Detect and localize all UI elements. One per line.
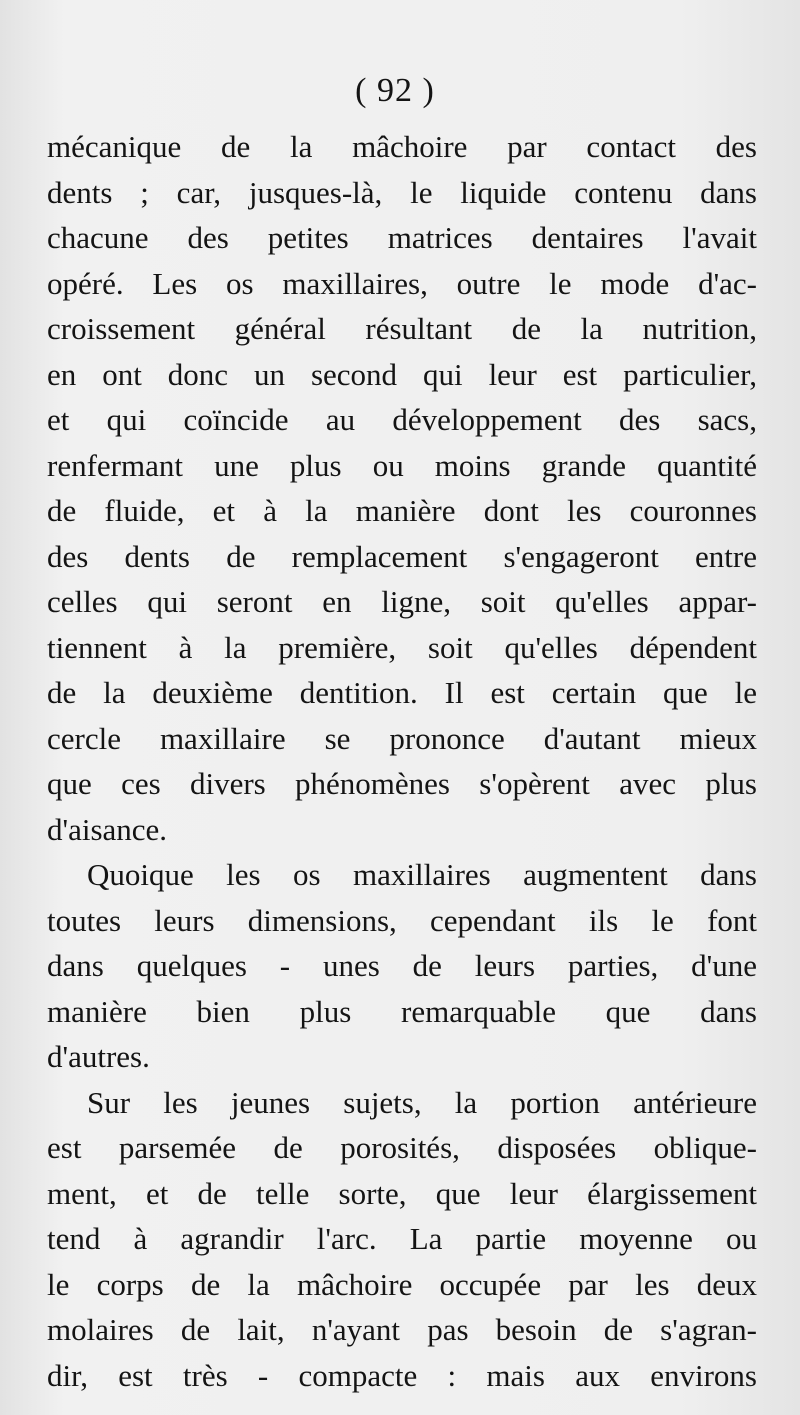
text-line: Quoique les os maxillaires augmentent dans: [87, 857, 757, 892]
text-line: des dents de remplacement s'engageront entre: [47, 538, 757, 574]
text-line: tiennent à la première, soit qu'elles dépendent: [47, 629, 757, 665]
text-line: cercle maxillaire se prononce d'autant mieux: [47, 720, 757, 756]
text-line: de la deuxième dentition. Il est certain que le: [47, 675, 757, 710]
text-line: tend à agrandir l'arc. La partie moyenne ou: [47, 1221, 757, 1256]
paragraph: [47, 852, 757, 1080]
text-line: molaires de lait, n'ayant pas besoin de s'agran-: [47, 1312, 757, 1347]
paragraph: [47, 1080, 757, 1399]
text-line: dents ; car, jusques-là, le liquide contenu dans: [47, 174, 757, 210]
text-line: de fluide, et à la manière dont les couronnes: [47, 493, 757, 528]
text-line: d'autres.: [47, 1039, 150, 1074]
text-line: chacune des petites matrices dentaires l'avait: [47, 220, 757, 255]
text-line: dans quelques - unes de leurs parties, d'une: [47, 948, 757, 983]
text-line: en ont donc un second qui leur est particulier,: [47, 356, 757, 392]
page-number: ( 92 ): [355, 72, 435, 109]
body-text: [47, 124, 757, 1398]
paragraph: [47, 124, 757, 852]
text-line: opéré. Les os maxillaires, outre le mode d'ac-: [47, 265, 757, 301]
text-line: que ces divers phénomènes s'opèrent avec plus: [47, 766, 757, 801]
text-line: est parsemée de porosités, disposées oblique-: [47, 1130, 757, 1165]
text-line: ment, et de telle sorte, que leur élargissement: [47, 1175, 757, 1211]
text-line: et qui coïncide au développement des sacs,: [47, 402, 757, 437]
text-line: le corps de la mâchoire occupée par les deux: [47, 1266, 757, 1302]
text-line: Sur les jeunes sujets, la portion antérieure: [87, 1084, 757, 1120]
text-line: dir, est très - compacte : mais aux environs: [47, 1357, 757, 1393]
text-line: toutes leurs dimensions, cependant ils le font: [47, 902, 757, 938]
text-line: mécanique de la mâchoire par contact des: [47, 129, 757, 164]
text-line: renfermant une plus ou moins grande quantité: [47, 447, 757, 483]
text-line: croissement général résultant de la nutrition,: [47, 311, 757, 346]
text-line: celles qui seront en ligne, soit qu'elles appar-: [47, 584, 757, 619]
text-line: d'aisance.: [47, 811, 168, 847]
text-line: manière bien plus remarquable que dans: [47, 993, 757, 1029]
